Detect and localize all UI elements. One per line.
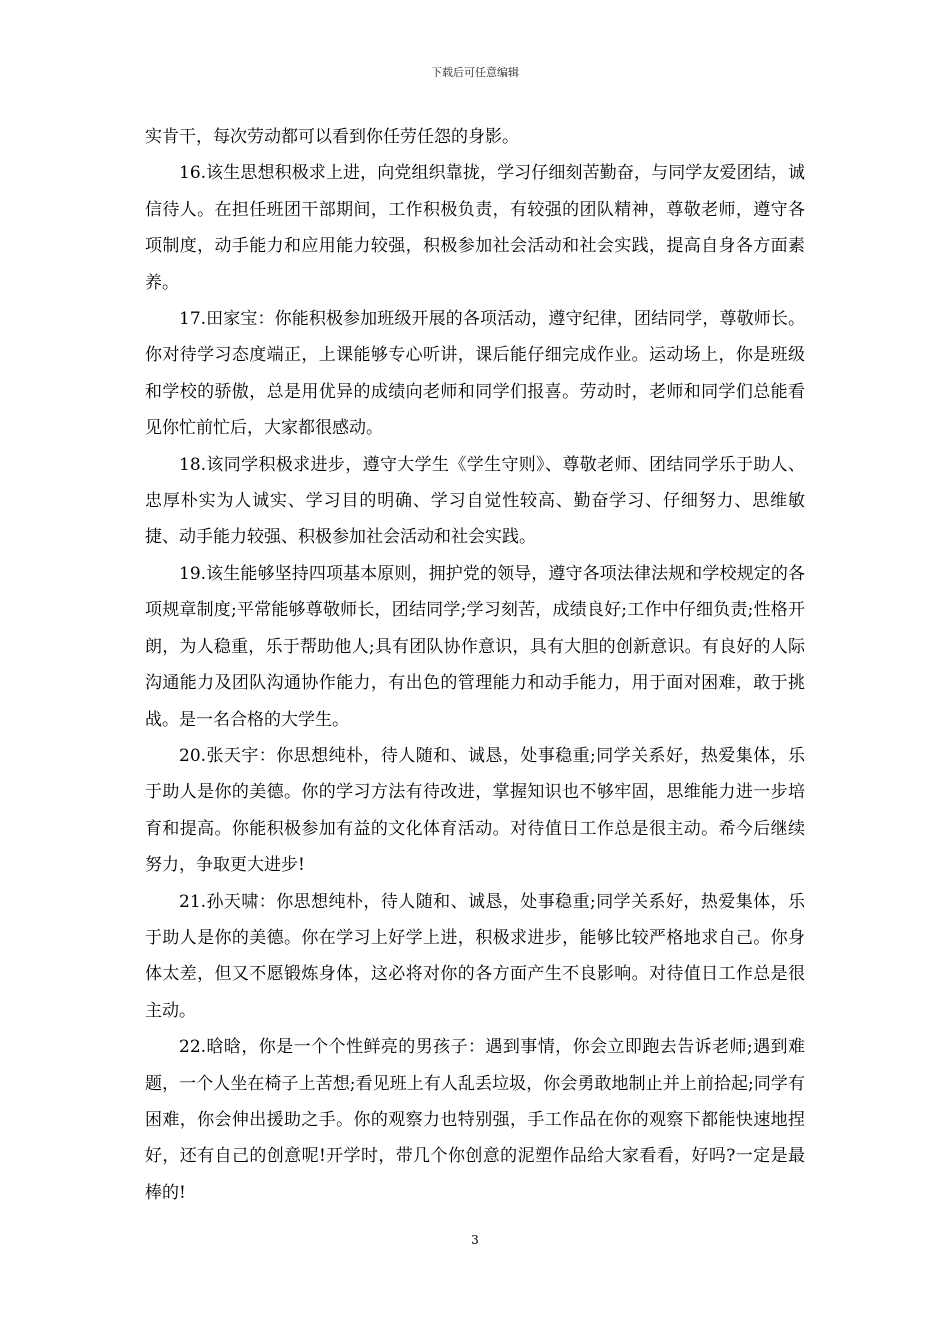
page-number: 3 <box>471 1233 479 1247</box>
paragraph-19: 19.该生能够坚持四项基本原则，拥护党的领导，遵守各项法律法规和学校规定的各项规章制度;平常能够尊敬师长，团结同学;学习刻苦，成绩良好;工作中仔细负责;性格开朗，为人稳重，乐于帮助他人;具有团队协作意识，具有大胆的创新意识。有良好的人际沟通能力及团队沟通协作能力，有出色的管理能力和动手能力，用于面对困难，敢于挑战。是一名合格的大学生。 <box>145 563 805 730</box>
paragraph-17: 17.田家宝：你能积极参加班级开展的各项活动，遵守纪律，团结同学，尊敬师长。你对待学习态度端正，上课能够专心听讲，课后能仔细完成作业。运动场上，你是班级和学校的骄傲，总是用优异的成绩向老师和同学们报喜。劳动时，老师和同学们总能看见你忙前忙后，大家都很感动。 <box>145 309 805 439</box>
paragraph-22: 22.晗晗，你是一个个性鲜亮的男孩子：遇到事情，你会立即跑去告诉老师;遇到难题，一个人坐在椅子上苦想;看见班上有人乱丢垃圾，你会勇敢地制止并上前拾起;同学有困难，你会伸出援助之手。你的观察力也特别强，手工作品在你的观察下都能快速地捏好，还有自己的创意呢!开学时，带几个你创意的泥塑作品给大家看看，好吗?一定是最棒的! <box>145 1037 805 1203</box>
document-body <box>145 119 805 1211</box>
paragraph-18: 18.该同学积极求进步，遵守大学生《学生守则》、尊敬老师、团结同学乐于助人、忠厚朴实为人诚实、学习目的明确、学习自觉性较高、勤奋学习、仔细努力、思维敏捷、动手能力较强、积极参加社会活动和社会实践。 <box>145 454 805 548</box>
paragraph-continued: 实肯干，每次劳动都可以看到你任劳任怨的身影。 <box>145 127 519 147</box>
paragraph-16: 16.该生思想积极求上进，向党组织靠拢，学习仔细刻苦勤奋，与同学友爱团结，诚信待人。在担任班团干部期间，工作积极负责，有较强的团队精神，尊敬老师，遵守各项制度，动手能力和应用能力较强，积极参加社会活动和社会实践，提高自身各方面素养。 <box>145 163 805 293</box>
paragraph-21: 21.孙天啸：你思想纯朴，待人随和、诚恳，处事稳重;同学关系好，热爱集体，乐于助人是你的美德。你在学习上好学上进，积极求进步，能够比较严格地求自己。你身体太差，但又不愿锻炼身体，这必将对你的各方面产生不良影响。对待值日工作总是很主动。 <box>145 891 805 1021</box>
paragraph-20: 20.张天宇：你思想纯朴，待人随和、诚恳，处事稳重;同学关系好，热爱集体，乐于助人是你的美德。你的学习方法有待改进，掌握知识也不够牢固，思维能力进一步培育和提高。你能积极参加有益的文化体育活动。对待值日工作总是很主动。希今后继续努力，争取更大进步! <box>145 745 805 876</box>
page-header: 下载后可任意编辑 <box>431 66 519 79</box>
